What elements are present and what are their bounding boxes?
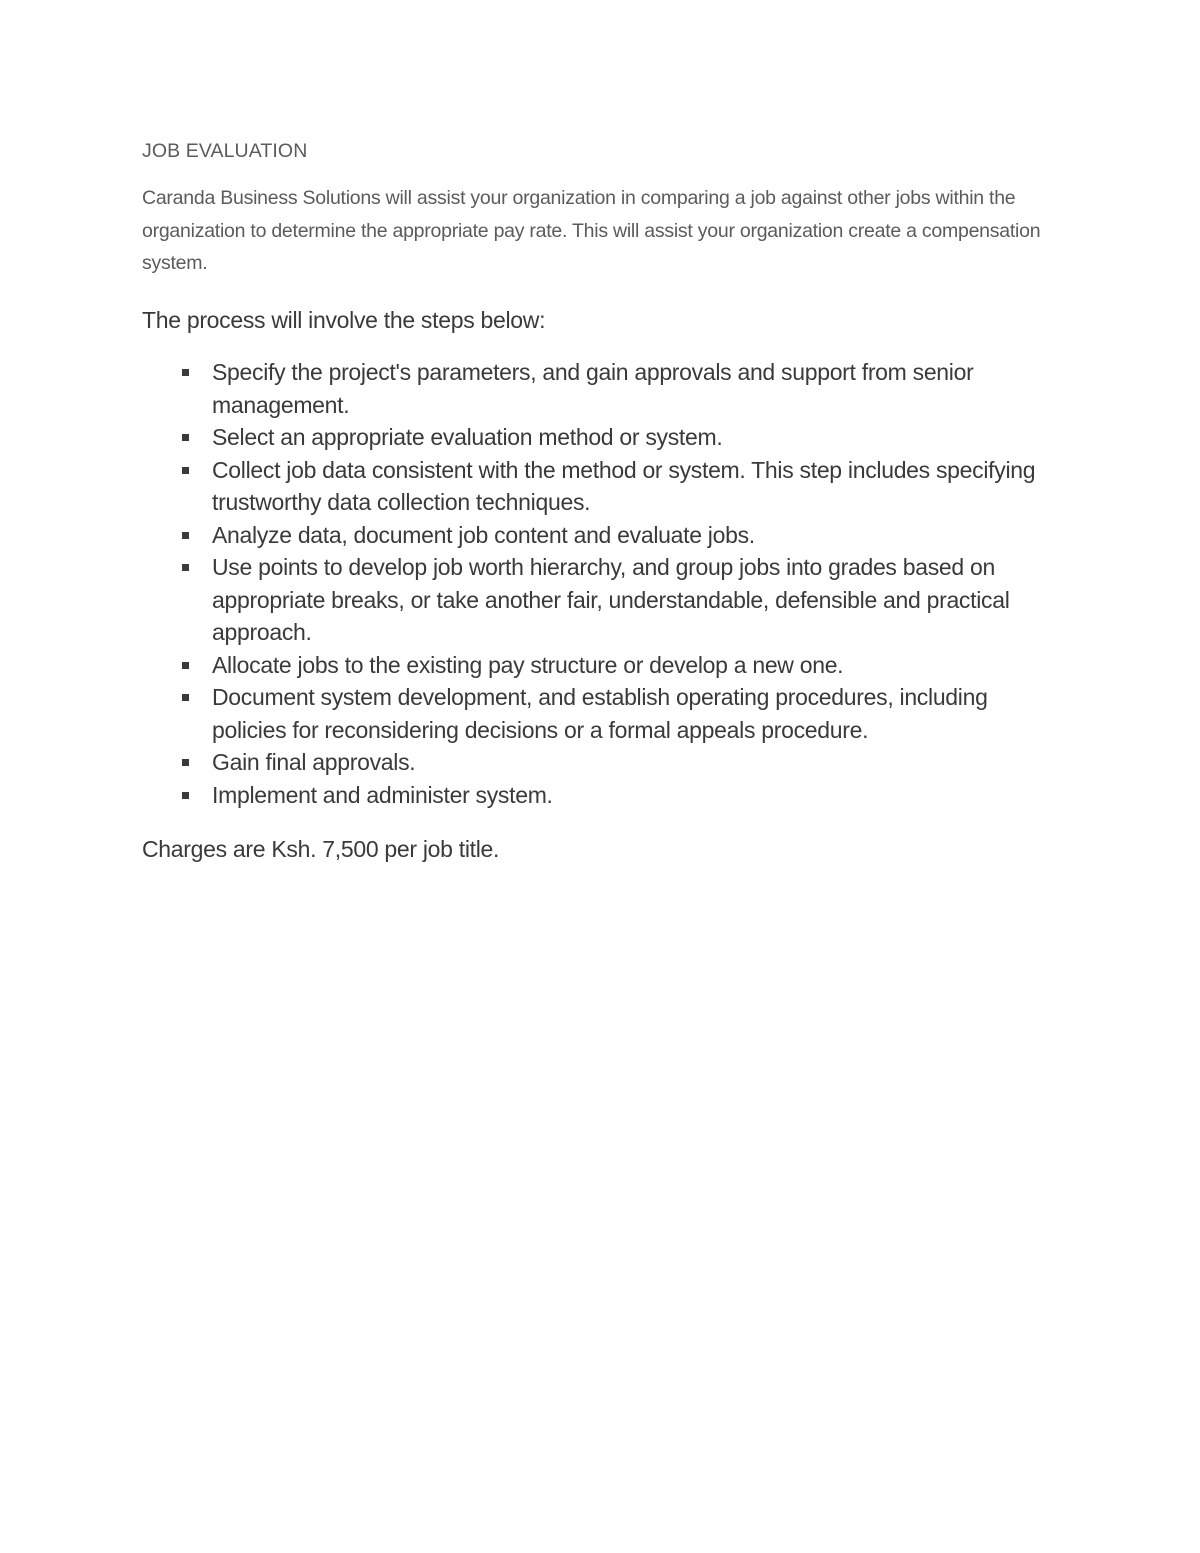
closing-paragraph: Charges are Ksh. 7,500 per job title. [142, 836, 500, 862]
list-item [142, 519, 1054, 552]
document-body [142, 136, 1054, 866]
square-bullet-icon [182, 662, 189, 669]
square-bullet-icon [182, 369, 189, 376]
intro-paragraph: Caranda Business Solutions will assist your organization in comparing a job against other jobs within the organization to determine the appropriate pay rate. This will assist your organization create a compensation system. [142, 187, 1041, 274]
list-item-label: Select an appropriate evaluation method or system. [212, 424, 723, 450]
steps-lead-in: The process will involve the steps below: [142, 306, 546, 333]
list-item [142, 649, 1054, 682]
list-item-label: Document system development, and establish operating procedures, including policies for reconsidering decisions or a formal appeals procedure. [212, 684, 988, 743]
square-bullet-icon [182, 694, 189, 701]
list-item-label: Allocate jobs to the existing pay structure or develop a new one. [212, 651, 844, 678]
list-item [142, 681, 1054, 746]
square-bullet-icon [182, 434, 189, 441]
list-item [142, 551, 1054, 649]
square-bullet-icon [182, 467, 189, 474]
list-item-label: Implement and administer system. [212, 781, 553, 808]
list-item-label: Specify the project's parameters, and gain approvals and support from senior management. [212, 359, 974, 418]
square-bullet-icon [182, 792, 189, 799]
list-item-label: Use points to develop job worth hierarchy, and group jobs into grades based on appropriate breaks, or take another fair, understandable, defensible and practical approach. [212, 554, 1010, 645]
list-item-label: Analyze data, document job content and evaluate jobs. [212, 521, 755, 548]
list-item [142, 746, 1054, 779]
list-item [142, 356, 1054, 421]
list-item-label: Gain final approvals. [212, 749, 416, 775]
square-bullet-icon [182, 532, 189, 539]
page-title: JOB EVALUATION [142, 140, 308, 162]
square-bullet-icon [182, 564, 189, 571]
list-item [142, 454, 1054, 519]
list-item-label: Collect job data consistent with the method or system. This step includes specifying trustworthy data collection techniques. [212, 456, 1036, 515]
square-bullet-icon [182, 759, 189, 766]
list-item [142, 421, 1054, 454]
steps-list [142, 356, 1054, 811]
list-item [142, 779, 1054, 812]
